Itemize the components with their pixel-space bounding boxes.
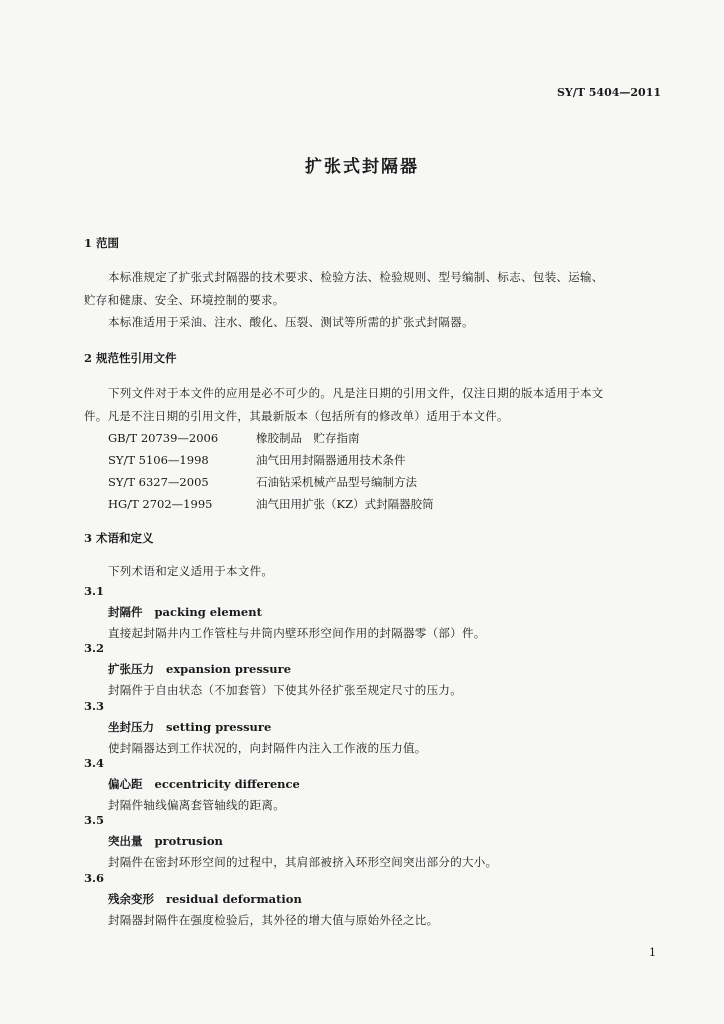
- section-1-paragraph-1-line-2: 贮存和健康、安全、环境控制的要求。: [84, 293, 285, 307]
- section-2-intro-line-1: 下列文件对于本文件的应用是必不可少的。凡是注日期的引用文件，仅注日期的版本适用于本文: [108, 386, 604, 400]
- term-english: packing element: [154, 605, 262, 619]
- section-3-heading: 3 术语和定义: [84, 531, 154, 545]
- term-title: [108, 776, 300, 792]
- term-english: residual deformation: [166, 892, 302, 906]
- reference-row: [108, 452, 406, 468]
- reference-code: HG/T 2702—1995: [108, 497, 213, 511]
- term-chinese: 坐封压力: [108, 720, 154, 734]
- term-english: expansion pressure: [166, 662, 292, 676]
- section-1-paragraph-2: 本标准适用于采油、注水、酸化、压裂、测试等所需的扩张式封隔器。: [108, 315, 474, 329]
- section-1-heading: 1 范围: [84, 236, 120, 250]
- term-title: [108, 604, 262, 620]
- term-title: [108, 719, 271, 735]
- reference-title: 油气田用扩张（KZ）式封隔器胶筒: [256, 497, 434, 511]
- term-english: setting pressure: [166, 720, 272, 734]
- term-chinese: 残余变形: [108, 892, 154, 906]
- term-title: [108, 891, 302, 907]
- reference-code: SY/T 5106—1998: [108, 453, 209, 467]
- term-number: 3.3: [84, 699, 105, 713]
- standard-code: SY/T 5404—2011: [556, 86, 661, 99]
- reference-title: 油气田用封隔器通用技术条件: [256, 453, 406, 467]
- term-chinese: 扩张压力: [108, 662, 154, 676]
- term-number: 3.1: [84, 584, 105, 598]
- page-title: 扩张式封隔器: [305, 157, 419, 177]
- page-number: 1: [649, 946, 656, 959]
- reference-row: [108, 430, 360, 446]
- reference-title: 石油钻采机械产品型号编制方法: [256, 475, 417, 489]
- term-chinese: 偏心距: [108, 777, 143, 791]
- term-definition: 封隔器封隔件在强度检验后，其外径的增大值与原始外径之比。: [108, 913, 439, 927]
- term-definition: 使封隔器达到工作状况的，向封隔件内注入工作液的压力值。: [108, 741, 427, 755]
- term-definition: 封隔件轴线偏离套管轴线的距离。: [108, 798, 285, 812]
- term-definition: 封隔件在密封环形空间的过程中，其肩部被挤入环形空间突出部分的大小。: [108, 855, 498, 869]
- term-chinese: 封隔件: [108, 605, 143, 619]
- term-definition: 封隔件于自由状态（不加套管）下使其外径扩张至规定尺寸的压力。: [108, 683, 462, 697]
- term-title: [108, 833, 223, 849]
- term-number: 3.5: [84, 813, 105, 827]
- reference-title: 橡胶制品 贮存指南: [256, 431, 360, 445]
- section-2-intro-line-2: 件。凡是不注日期的引用文件，其最新版本（包括所有的修改单）适用于本文件。: [84, 409, 509, 423]
- term-number: 3.4: [84, 756, 105, 770]
- term-chinese: 突出量: [108, 834, 143, 848]
- term-english: eccentricity difference: [154, 777, 300, 791]
- reference-code: GB/T 20739—2006: [108, 431, 219, 445]
- reference-row: [108, 496, 434, 512]
- section-3-intro: 下列术语和定义适用于本文件。: [108, 564, 274, 578]
- term-number: 3.6: [84, 871, 105, 885]
- section-2-heading: 2 规范性引用文件: [84, 351, 177, 365]
- term-title: [108, 661, 291, 677]
- term-english: protrusion: [154, 834, 223, 848]
- section-1-paragraph-1-line-1: 本标准规定了扩张式封隔器的技术要求、检验方法、检验规则、型号编制、标志、包装、运输、: [108, 270, 604, 284]
- term-definition: 直接起封隔井内工作管柱与井筒内壁环形空间作用的封隔器零（部）件。: [108, 626, 486, 640]
- term-number: 3.2: [84, 641, 105, 655]
- reference-row: [108, 474, 417, 490]
- reference-code: SY/T 6327—2005: [108, 475, 209, 489]
